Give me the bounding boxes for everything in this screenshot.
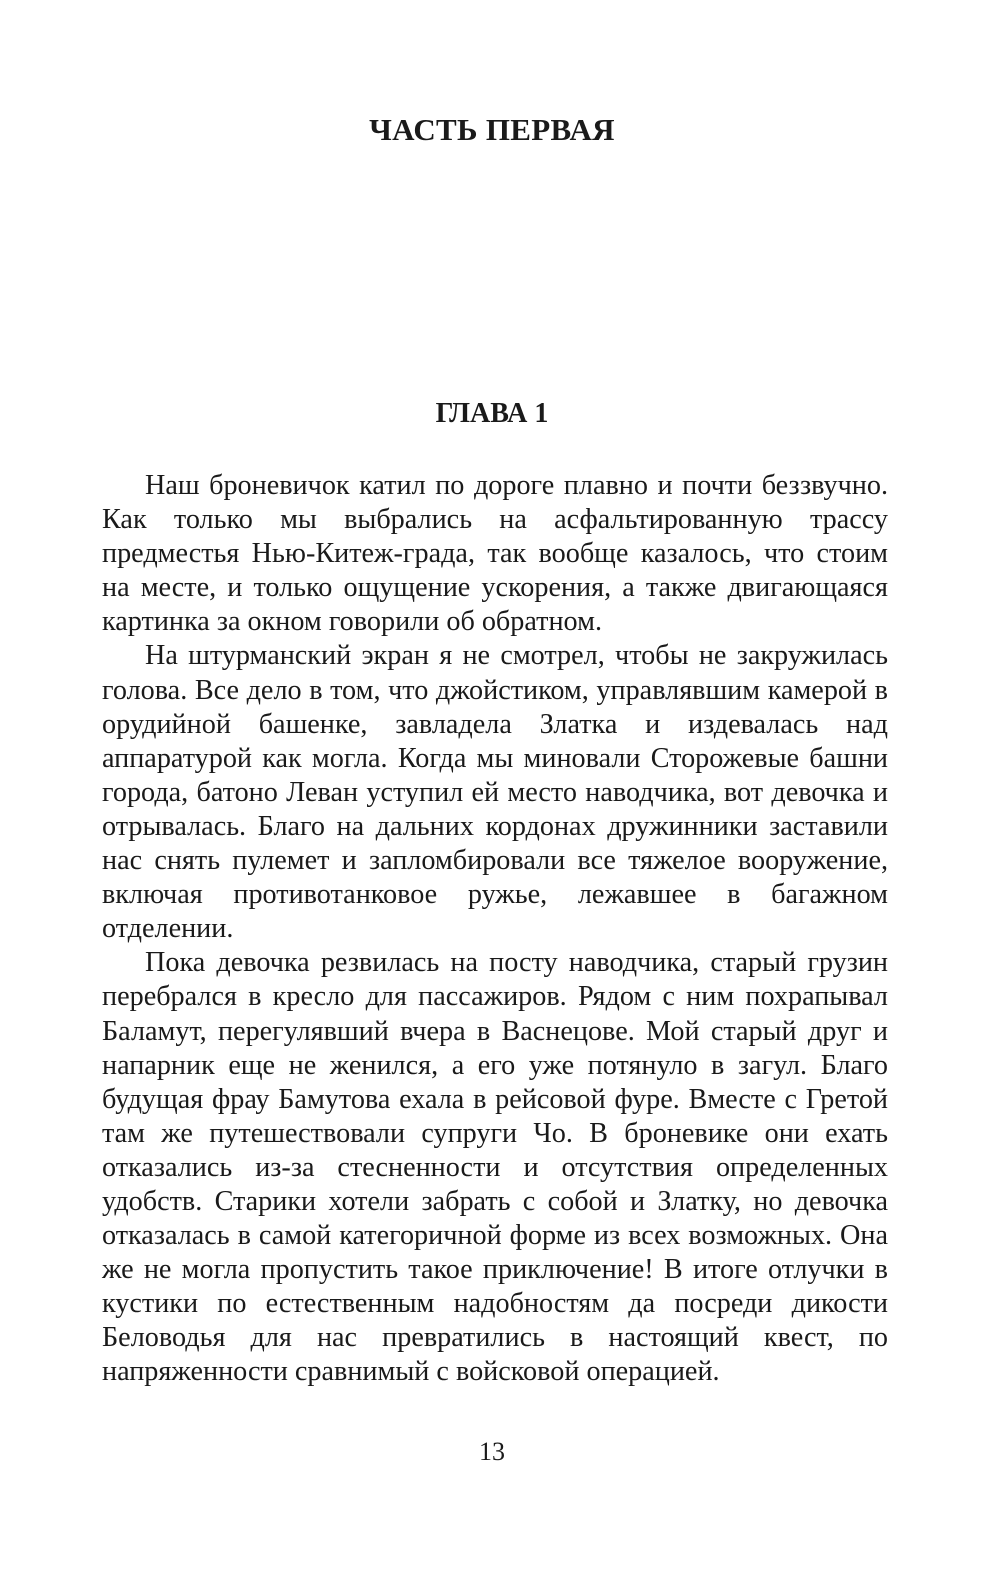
paragraph: На штурманский экран я не смотрел, чтобы не закружилась голова. Все дело в том, что джойстиком, управлявшим камерой в орудийной башенке, завладела Златка и издевалась над аппаратурой как могла. Когда мы миновали Сторожевые башни города, батоно Леван уступил ей место наводчика, вот девочка и отрывалась. Благо на дальних кордонах дружинники заставили нас снять пулемет и запломбировали все тяжелое вооружение, включая противотанковое ружье, лежавшее в багажном отделении. <box>102 640 888 945</box>
page-number: 13 <box>479 1437 505 1466</box>
paragraph: Пока девочка резвилась на посту наводчика, старый грузин перебрался в кресло для пассажиров. Рядом с ним похрапывал Баламут, перегулявший вчера в Васнецове. Мой старый друг и напарник еще не женился, а его уже потянуло в загул. Благо будущая фрау Бамутова ехала в рейсовой фуре. Вместе с Гретой там же путешествовали супруги Чо. В броневике они ехать отказались из-за стесненности и отсутствия определенных удобств. Старики хотели забрать с собой и Златку, но девочка отказалась в самой категоричной форме из всех возможных. Она же не могла пропустить такое приключение! В итоге отлучки в кустики по естественным надобностям да посреди дикости Беловодья для нас превратились в настоящий квест, по напряженности сравнимый с войсковой операцией. <box>102 947 888 1388</box>
chapter-body <box>102 469 888 1390</box>
paragraph: Наш броневичок катил по дороге плавно и почти беззвучно. Как только мы выбрались на асфальтированную трассу предместья Нью-Китеж-града, так вообще казалось, что стоим на месте, и только ощущение ускорения, а также двигающаяся картинка за окном говорили об обратном. <box>102 470 888 638</box>
part-title: ЧАСТЬ ПЕРВАЯ <box>369 112 615 147</box>
chapter-title: ГЛАВА 1 <box>435 398 549 429</box>
